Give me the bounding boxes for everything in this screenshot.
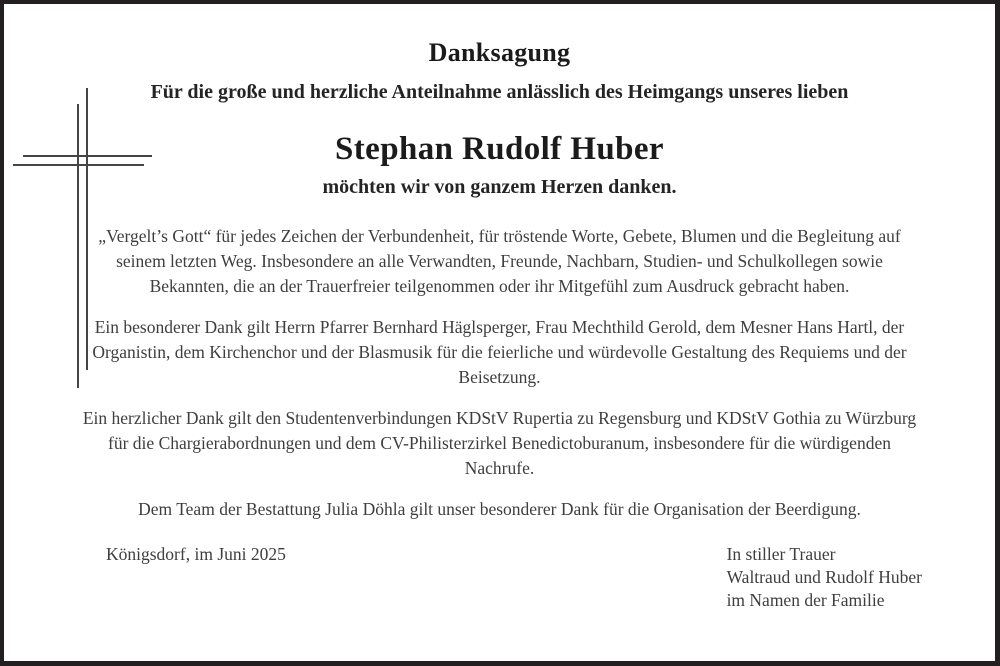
notice-title: Danksagung <box>428 38 571 67</box>
thanks-line: möchten wir von ganzem Herzen danken. <box>322 176 677 198</box>
paragraph-funeral-team-thanks: Dem Team der Bestattung Julia Döhla gilt unser besonderer Dank für die Organisation der Beerdigung. <box>138 499 861 519</box>
paragraph-condolence-thanks: „Vergelt’s Gott“ für jedes Zeichen der Verbundenheit, für tröstende Worte, Gebete, Blumen und die Begleitung auf seinem letzten Weg. Insbesondere an alle Verwandten, Freunde, Nachbarn, Studien- und Schulkollegen sowie Bekannten, die an der Trauerfreier teilgenommen oder ihr Mitgefühl zum Ausdruck gebracht haben. <box>98 226 901 296</box>
deceased-name: Stephan Rudolf Huber <box>335 131 664 167</box>
mourners-block <box>727 543 922 612</box>
place-date: Königsdorf, im Juni 2025 <box>106 544 286 564</box>
family-note: im Namen der Familie <box>726 590 885 610</box>
notice-content <box>4 4 995 612</box>
paragraph-fraternities-thanks: Ein herzlicher Dank gilt den Studentenverbindungen KDStV Rupertia zu Regensburg und KDStV Gothia zu Würzburg für die Chargierabordnungen und dem CV-Philisterzirkel Benedictoburanum, insbesondere für die würdigenden Nachrufe. <box>82 408 917 478</box>
notice-footer <box>106 543 922 612</box>
mourner-names: Waltraud und Rudolf Huber <box>726 567 922 587</box>
paragraph-clergy-thanks: Ein besonderer Dank gilt Herrn Pfarrer Bernhard Häglsperger, Frau Mechthild Gerold, dem Mesner Hans Hartl, der Organistin, dem Kirchenchor und der Blasmusik für die feierliche und würdevolle Gestaltung des Requiems und der Beisetzung. <box>92 317 907 387</box>
mourning-phrase: In stiller Trauer <box>726 544 836 564</box>
intro-line: Für die große und herzliche Anteilnahme anlässlich des Heimgangs unseres lieben <box>150 81 849 103</box>
